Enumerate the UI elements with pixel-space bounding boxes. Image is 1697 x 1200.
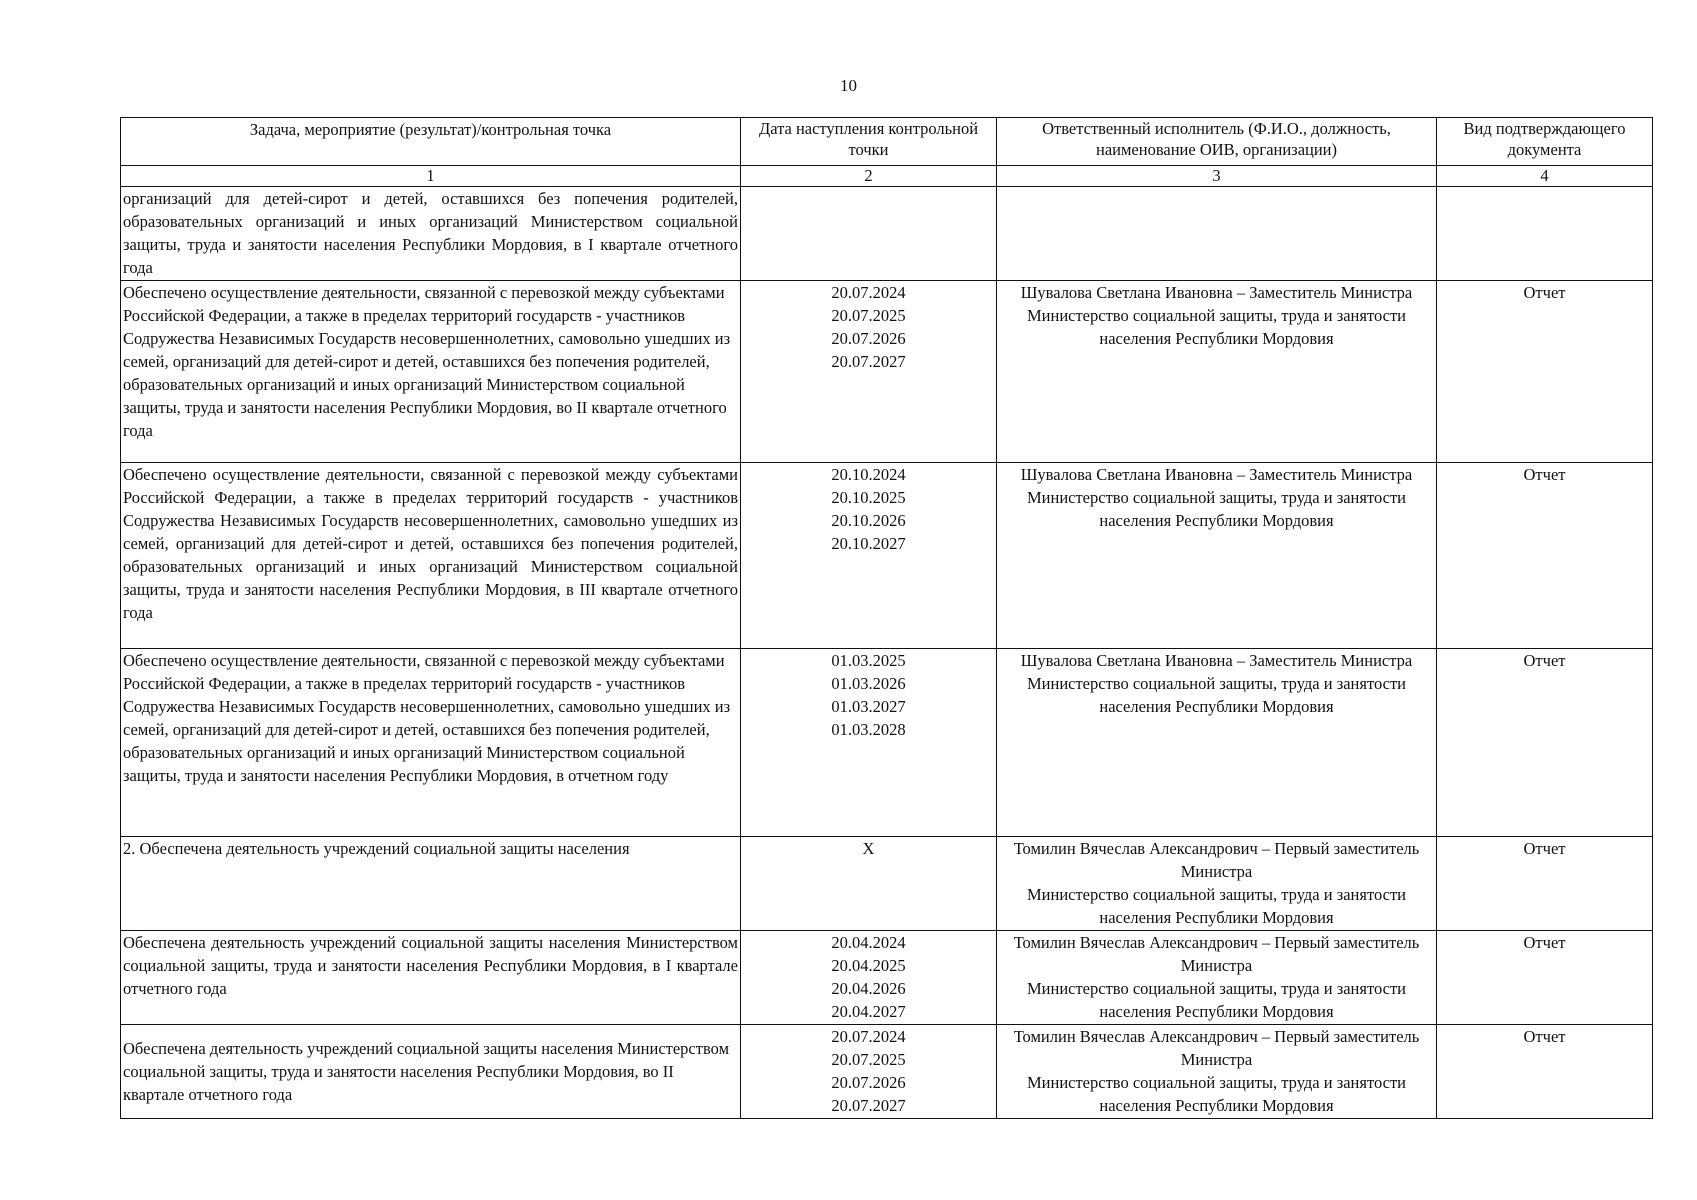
task-cell: Обеспечена деятельность учреждений социальной защиты населения Министерством социальной защиты, труда и занятости населения Республики Мордовия, в I квартале отчетного года [121,931,741,1025]
date-value: 20.07.2025 [831,306,906,325]
date-value: 01.03.2025 [831,651,906,670]
date-cell [741,931,997,1025]
date-cell [741,187,997,281]
control-points-table [120,117,1653,1119]
date-value: 20.04.2026 [831,979,906,998]
header-row [121,118,1653,166]
task-cell: Обеспечено осуществление деятельности, связанной с перевозкой между субъектами Российской Федерации, а также в пределах территорий государств - участников Содружества Независимых Государств несовершеннолетних, самовольно ушедших из семей, организаций для детей-сирот и детей, оставшихся без попечения родителей, образовательных организаций и иных организаций Министерством социальной защиты, труда и занятости населения Республики Мордовия, в III квартале отчетного года [121,463,741,649]
header-task: Задача, мероприятие (результат)/контрольная точка [121,118,741,166]
executor-cell [997,281,1437,463]
date-cell [741,1025,997,1119]
column-number: 4 [1437,166,1653,187]
table-row [121,931,1653,1025]
date-value: 20.04.2027 [831,1002,906,1021]
header-executor: Ответственный исполнитель (Ф.И.О., должность, наименование ОИВ, организации) [997,118,1437,166]
executor-cell [997,931,1437,1025]
document-cell: Отчет [1437,931,1653,1025]
date-value: 01.03.2028 [831,720,906,739]
date-value: 01.03.2027 [831,697,906,716]
date-value: 20.07.2027 [831,1096,906,1115]
table-row [121,281,1653,463]
executor-name: Шувалова Светлана Ивановна – Заместитель Министра [1020,283,1413,302]
document-cell: Отчет [1437,837,1653,931]
executor-name: Томилин Вячеслав Александрович – Первый заместитель Министра [1013,1027,1420,1069]
document-cell: Отчет [1437,1025,1653,1119]
date-value: 01.03.2026 [831,674,906,693]
task-cell: Обеспечено осуществление деятельности, связанной с перевозкой между субъектами Российской Федерации, а также в пределах территорий государств - участников Содружества Независимых Государств несовершеннолетних, самовольно ушедших из семей, организаций для детей-сирот и детей, оставшихся без попечения родителей, образовательных организаций и иных организаций Министерством социальной защиты, труда и занятости населения Республики Мордовия, во II квартале отчетного года [121,281,741,463]
executor-org: Министерство социальной защиты, труда и занятости населения Республики Мордовия [1026,885,1406,927]
document-cell [1437,187,1653,281]
executor-name: Шувалова Светлана Ивановна – Заместитель Министра [1020,651,1413,670]
column-number: 1 [121,166,741,187]
task-cell: Обеспечено осуществление деятельности, связанной с перевозкой между субъектами Российской Федерации, а также в пределах территорий государств - участников Содружества Независимых Государств несовершеннолетних, самовольно ушедших из семей, организаций для детей-сирот и детей, оставшихся без попечения родителей, образовательных организаций и иных организаций Министерством социальной защиты, труда и занятости населения Республики Мордовия, в отчетном году [121,649,741,837]
date-value: 20.07.2027 [831,352,906,371]
executor-org: Министерство социальной защиты, труда и занятости населения Республики Мордовия [1026,306,1406,348]
date-value: 20.07.2026 [831,1073,906,1092]
date-value: 20.04.2024 [831,933,906,952]
date-value: 20.10.2024 [831,465,906,484]
table-row [121,649,1653,837]
header-date: Дата наступления контрольной точки [741,118,997,166]
column-number: 3 [997,166,1437,187]
task-cell: организаций для детей-сирот и детей, оставшихся без попечения родителей, образовательных организаций и иных организаций Министерством социальной защиты, труда и занятости населения Республики Мордовия, в I квартале отчетного года [121,187,741,281]
table-row [121,837,1653,931]
executor-org: Министерство социальной защиты, труда и занятости населения Республики Мордовия [1026,1073,1406,1115]
date-value: 20.04.2025 [831,956,906,975]
column-number-row [121,166,1653,187]
date-value: 20.07.2025 [831,1050,906,1069]
date-cell [741,837,997,931]
executor-org: Министерство социальной защиты, труда и занятости населения Республики Мордовия [1026,674,1406,716]
date-value: 20.07.2026 [831,329,906,348]
document-cell: Отчет [1437,649,1653,837]
executor-cell [997,837,1437,931]
date-cell [741,649,997,837]
executor-name: Шувалова Светлана Ивановна – Заместитель Министра [1020,465,1413,484]
task-cell: 2. Обеспечена деятельность учреждений социальной защиты населения [121,837,741,931]
document-cell: Отчет [1437,281,1653,463]
executor-name: Томилин Вячеслав Александрович – Первый заместитель Министра [1013,933,1420,975]
date-cell [741,463,997,649]
executor-cell [997,649,1437,837]
table-row [121,1025,1653,1119]
executor-cell [997,187,1437,281]
table-row [121,187,1653,281]
executor-cell [997,463,1437,649]
date-value: 20.07.2024 [831,283,906,302]
executor-name: Томилин Вячеслав Александрович – Первый заместитель Министра [1013,839,1420,881]
column-number: 2 [741,166,997,187]
date-cell [741,281,997,463]
date-value: X [862,839,875,858]
date-value: 20.10.2026 [831,511,906,530]
executor-org: Министерство социальной защиты, труда и занятости населения Республики Мордовия [1026,488,1406,530]
page-number: 10 [840,76,857,95]
executor-cell [997,1025,1437,1119]
date-value: 20.10.2025 [831,488,906,507]
date-value: 20.07.2024 [831,1027,906,1046]
table-row [121,463,1653,649]
task-cell: Обеспечена деятельность учреждений социальной защиты населения Министерством социальной защиты, труда и занятости населения Республики Мордовия, во II квартале отчетного года [121,1025,741,1119]
date-value: 20.10.2027 [831,534,906,553]
header-document: Вид подтверждающего документа [1437,118,1653,166]
document-cell: Отчет [1437,463,1653,649]
executor-org: Министерство социальной защиты, труда и занятости населения Республики Мордовия [1026,979,1406,1021]
